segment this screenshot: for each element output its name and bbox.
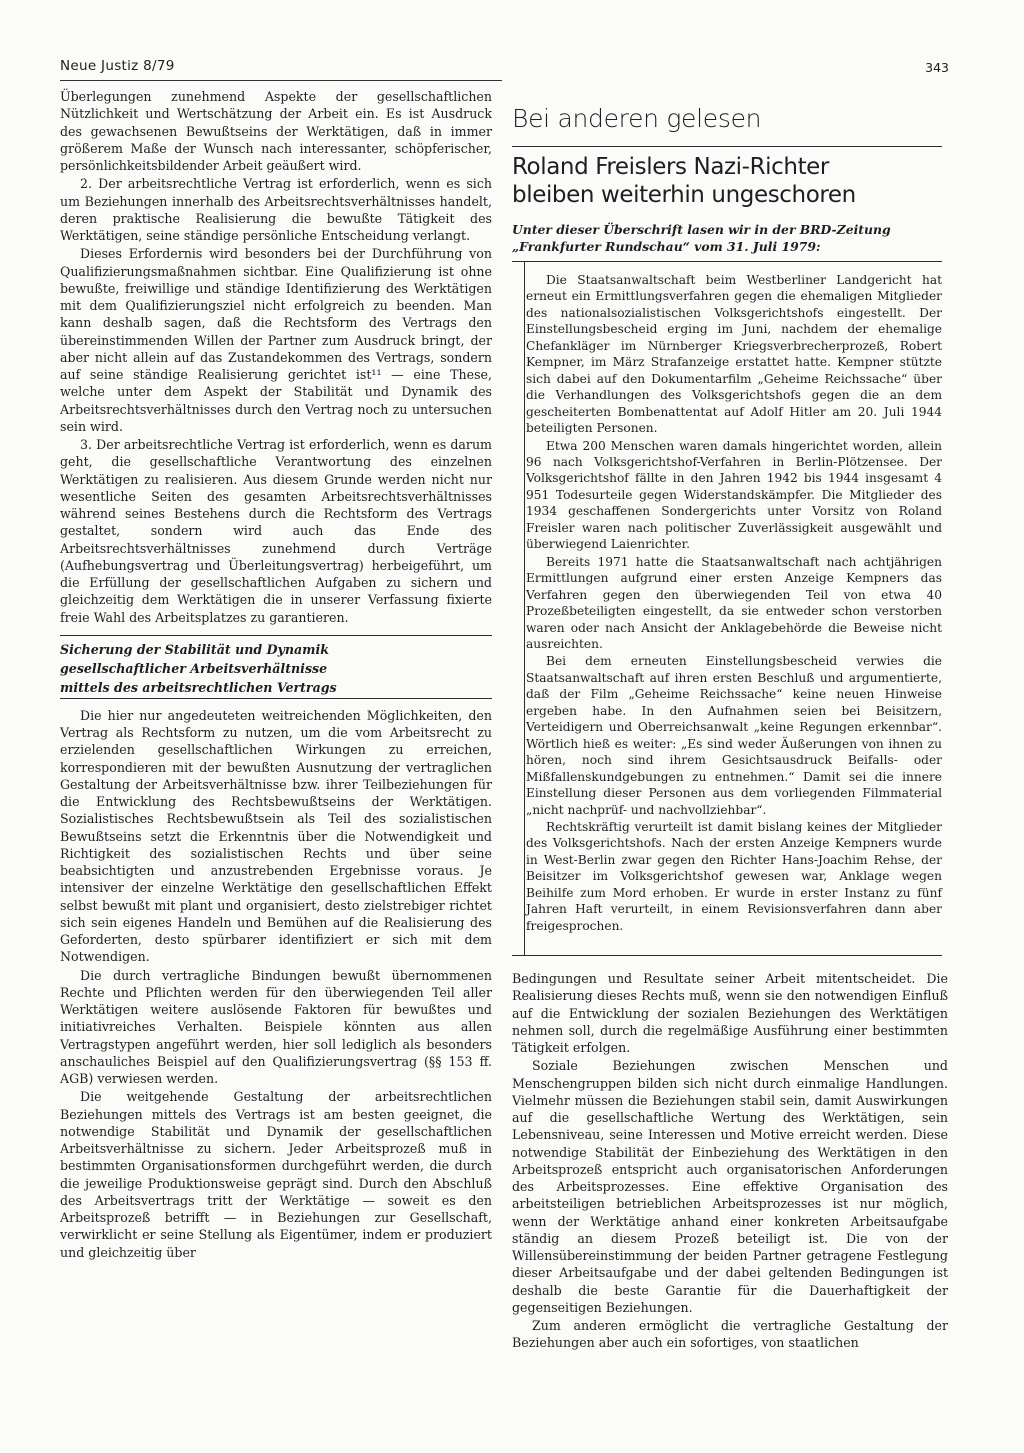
article-lead: Unter dieser Überschrift lasen wir in der BRD-Zeitung „Frankfurter Rundschau“ vom 31. Juli 1979: <box>512 222 891 254</box>
body-paragraph: Die hier nur angedeuteten weitreichenden Möglichkeiten, den Vertrag als Rechtsform zu nutzen, um die vom Arbeitsrecht zu erzielenden gesellschaftlichen Wirkungen zu erreichen, korrespondieren mit der bewußten Ausnutzung der vertraglichen Gestaltung der Arbeitsverhältnisse bzw. ihrer Teilbeziehungen für die Entwicklung des Rechtsbewußtseins der Werktätigen. Sozialistisches Rechtsbewußtsein als Teil des sozialistischen Bewußtseins setzt die Erkenntnis über die Notwendigkeit und Richtigkeit des sozialistischen Rechts und über seine beabsichtigten und anzustrebenden Ergebnisse voraus. Je intensiver der einzelne Werktätige den gesellschaftlichen Effekt selbst bewußt mit plant und organisiert, desto zielstrebiger richtet sich sein eigenes Handeln und Bemühen auf die Realisierung des Geforderten, desto spürbarer identifiziert er sich mit dem Notwendigen. <box>60 707 492 965</box>
title-line: Roland Freislers Nazi-Richter <box>512 154 829 180</box>
article-bottom-rule <box>512 955 942 956</box>
lead-rule <box>512 261 942 262</box>
page-number: 343 <box>925 60 949 75</box>
body-paragraph: Soziale Beziehungen zwischen Menschen und Menschengruppen bilden sich nicht durch einmalige Handlungen. Vielmehr müssen die Beziehungen stabil sein, damit Auswirkungen auf die gesellschaftliche Wertung des Werktätigen, sein Lebensniveau, seine Interessen und Motive erreicht werden. Diese notwendige Stabilität der Einbeziehung des Werktätigen in den Arbeitsprozeß entspricht auch organisatorischen Anforderungen des Arbeitsprozesses. Eine effektive Organisation des arbeitsteiligen betrieblichen Arbeitsprozesses ist nur möglich, wenn der Werktätige anhand einer konkreten Arbeitsaufgabe ständig an diesem Prozeß beteiligt ist. Die von der Willensübereinstimmung der beiden Partner getragene Festlegung dieser Arbeitsaufgabe und der dabei geltenden Bedingungen ist deshalb die beste Garantie für die Dauerhaftigkeit der gegenseitigen Beziehungen. <box>512 1058 948 1315</box>
article-paragraph: Bereits 1971 hatte die Staatsanwaltschaft nach achtjährigen Ermittlungen aufgrund einer ersten Anzeige Kempners das Verfahren gegen den überwiegenden Teil von etwa 40 Prozeßbeteiligten eingestellt, da sie entweder schon verstorben waren oder nach Ansicht der Anklagebehörde die Beweise nicht ausreichten. <box>526 554 942 651</box>
quoted-article <box>512 272 942 934</box>
journal-title: Neue Justiz 8/79 <box>60 58 175 74</box>
article-side-rule <box>524 262 525 955</box>
subheading-line: gesellschaftlicher Arbeitsverhältnisse <box>60 660 328 676</box>
quoted-article-box <box>512 104 942 934</box>
subheading-line: mittels des arbeitsrechtlichen Vertrags <box>60 679 337 695</box>
body-paragraph: Die durch vertragliche Bindungen bewußt übernommenen Rechte und Pflichten werden für den überwiegenden Teil aller Werktätigen weitere auslösende Faktoren für bewußtes und initiativreiches Verhalten. Beispiele könnten aus allen Vertragstypen angeführt werden, hier soll lediglich als besonders anschauliches Beispiel auf den Qualifizierungsvertrag (§§ 153 ff. AGB) verwiesen werden. <box>60 967 492 1086</box>
article-paragraph: Bei dem erneuten Einstellungsbescheid verwies die Staatsanwaltschaft auf ihren ersten Beschluß und argumentierte, daß der Film „Geheime Reichssache“ keine neuen Hinweise ergeben habe. In den Aufnahmen seien bei Beisitzern, Verteidigern und Oberreichsanwalt „keine Regungen erkennbar“. Wörtlich hieß es weiter: „Es sind weder Äußerungen von ihnen zu hören, noch sind ihrem Gesichtsausdruck Beifalls- oder Mißfallenskundgebungen zu entnehmen.“ Damit sei die innere Einstellung dieser Personen aus dem vorliegenden Filmmaterial „nicht nachprüf- und nachvollziehbar“. <box>526 654 942 817</box>
title-line: bleiben weiterhin ungeschoren <box>512 182 856 208</box>
section-subheading <box>60 641 492 696</box>
section-rule-bottom <box>60 698 492 699</box>
section-heading: Bei anderen gelesen <box>512 104 762 133</box>
body-paragraph: 3. Der arbeitsrechtliche Vertrag ist erforderlich, wenn es darum geht, die gesellschaftliche Verantwortung des einzelnen Werktätigen zu realisieren. Aus diesem Grunde werden nicht nur wesentliche Seiten des gesamten Arbeitsrechtsverhältnisses während seines Bestehens durch die Rechtsform des Vertrags gestaltet, sondern wird auch das Ende des Arbeitsrechtsverhältnisses zunehmend durch Verträge (Aufhebungsvertrag und Überleitungsvertrag) herbeigeführt, um die Erfüllung der gesellschaftlichen Aufgaben zu sichern und gleichzeitig dem Werktätigen die in unserer Verfassung fixierte freie Wahl des Arbeitsplatzes zu garantieren. <box>60 437 492 625</box>
left-column <box>60 88 492 1261</box>
body-paragraph: Bedingungen und Resultate seiner Arbeit mitentscheidet. Die Realisierung dieses Rechts muß, wenn sie den notwendigen Einfluß auf die Entwicklung der sozialen Beziehungen des Werktätigen nehmen soll, durch die regelmäßige Ausführung einer bestimmten Tätigkeit erfolgen. <box>512 971 948 1055</box>
article-paragraph: Die Staatsanwaltschaft beim Westberliner Landgericht hat erneut ein Ermittlungsverfahren gegen die ehemaligen Mitglieder des nationalsozialistischen Volksgerichtshofs eingestellt. Der Einstellungsbescheid erging im Juni, nachdem der ehemalige Chefankläger im Nürnberger Kriegsverbrecherprozeß, Robert Kempner, im März Strafanzeige erstattet hatte. Kempner stützte sich dabei auf den Dokumentarfilm „Geheime Reichssache“ über die Verhandlungen des Volksgerichtshofs gegen die an dem gescheiterten Bombenattentat auf Adolf Hitler am 20. Juli 1944 beteiligten Personen. <box>526 273 942 436</box>
section-rule-top <box>60 635 492 636</box>
body-paragraph: Zum anderen ermöglicht die vertragliche Gestaltung der Beziehungen aber auch ein sofortiges, von staatlichen <box>512 1318 948 1351</box>
body-paragraph: Dieses Erfordernis wird besonders bei der Durchführung von Qualifizierungsmaßnahmen sichtbar. Eine Qualifizierung ist ohne bewußte, freiwillige und ständige Identifizierung des Werktätigen mit dem Qualifizierungsziel nicht erfolgreich zu beenden. Man kann deshalb sagen, daß die Rechtsform des Vertrags den übereinstimmenden Willen der Partner zum Ausdruck bringt, der aber nicht allein auf das Zustandekommen des Vertrags, sondern auf seine ständige Realisierung gerichtet ist¹¹ — eine These, welche unter dem Aspekt der Stabilität und Dynamik des Arbeitsrechtsverhältnisses durch den Vertrag noch zu untersuchen sein wird. <box>60 246 492 434</box>
article-paragraph: Rechtskräftig verurteilt ist damit bislang keines der Mitglieder des Volksgerichtshofs. Nach der ersten Anzeige Kempners wurde in West-Berlin zwar gegen den Richter Hans-Joachim Rehse, der Beisitzer im Volksgerichtshof gewesen war, Anklage wegen Beihilfe zum Mord erhoben. Er wurde in erster Instanz zu fünf Jahren Haft verurteilt, in einem Revisionsverfahren dann aber freigesprochen. <box>526 819 942 933</box>
subheading-line: Sicherung der Stabilität und Dynamik <box>60 641 329 657</box>
body-paragraph: Die weitgehende Gestaltung der arbeitsrechtlichen Beziehungen mittels des Vertrags ist am besten geeignet, die notwendige Stabilität und Dynamik der gesellschaftlichen Arbeitsverhältnisse zu sichern. Jeder Arbeitsprozeß muß in bestimmten Organisationsformen durchgeführt werden, die durch die jeweilige Produktionsweise geprägt sind. Durch den Abschluß des Arbeitsvertrags tritt der Werktätige — soweit es den Arbeitsprozeß betrifft — in Beziehungen zur Gesellschaft, verwirklicht er seine Stellung als Eigentümer, indem er produziert und gleichzeitig über <box>60 1089 492 1260</box>
article-paragraph: Etwa 200 Menschen waren damals hingerichtet worden, allein 96 nach Volksgerichtshof-Verfahren in Berlin-Plötzensee. Der Volksgerichtshof fällte in den Jahren 1942 bis 1944 insgesamt 4 951 Todesurteile gegen Widerstandskämpfer. Die Mitglieder des 1934 geschaffenen Sondergerichts unter Vorsitz von Roland Freisler waren nach politischer Zuverlässigkeit ausgewählt und überwiegend Laienrichter. <box>526 438 942 552</box>
article-title <box>512 153 942 209</box>
body-paragraph: Überlegungen zunehmend Aspekte der gesellschaftlichen Nützlichkeit und Wertschätzung der Arbeit ein. Es ist Ausdruck des gewachsenen Bewußtseins der Werktätigen, daß in immer größerem Maße der Wunsch nach interessanter, schöpferischer, persönlichkeitsbildender Arbeit geäußert wird. <box>60 89 492 173</box>
right-column-continuation <box>512 970 948 1352</box>
body-paragraph: 2. Der arbeitsrechtliche Vertrag ist erforderlich, wenn es sich um Beziehungen innerhalb des Arbeitsrechtsverhältnisses handelt, deren praktische Realisierung die bewußte Tätigkeit des Werktätigen, seine ständige persönliche Entscheidung verlangt. <box>60 176 492 243</box>
header-rule <box>60 80 502 81</box>
page-header <box>60 58 949 82</box>
heading-rule <box>512 146 942 147</box>
